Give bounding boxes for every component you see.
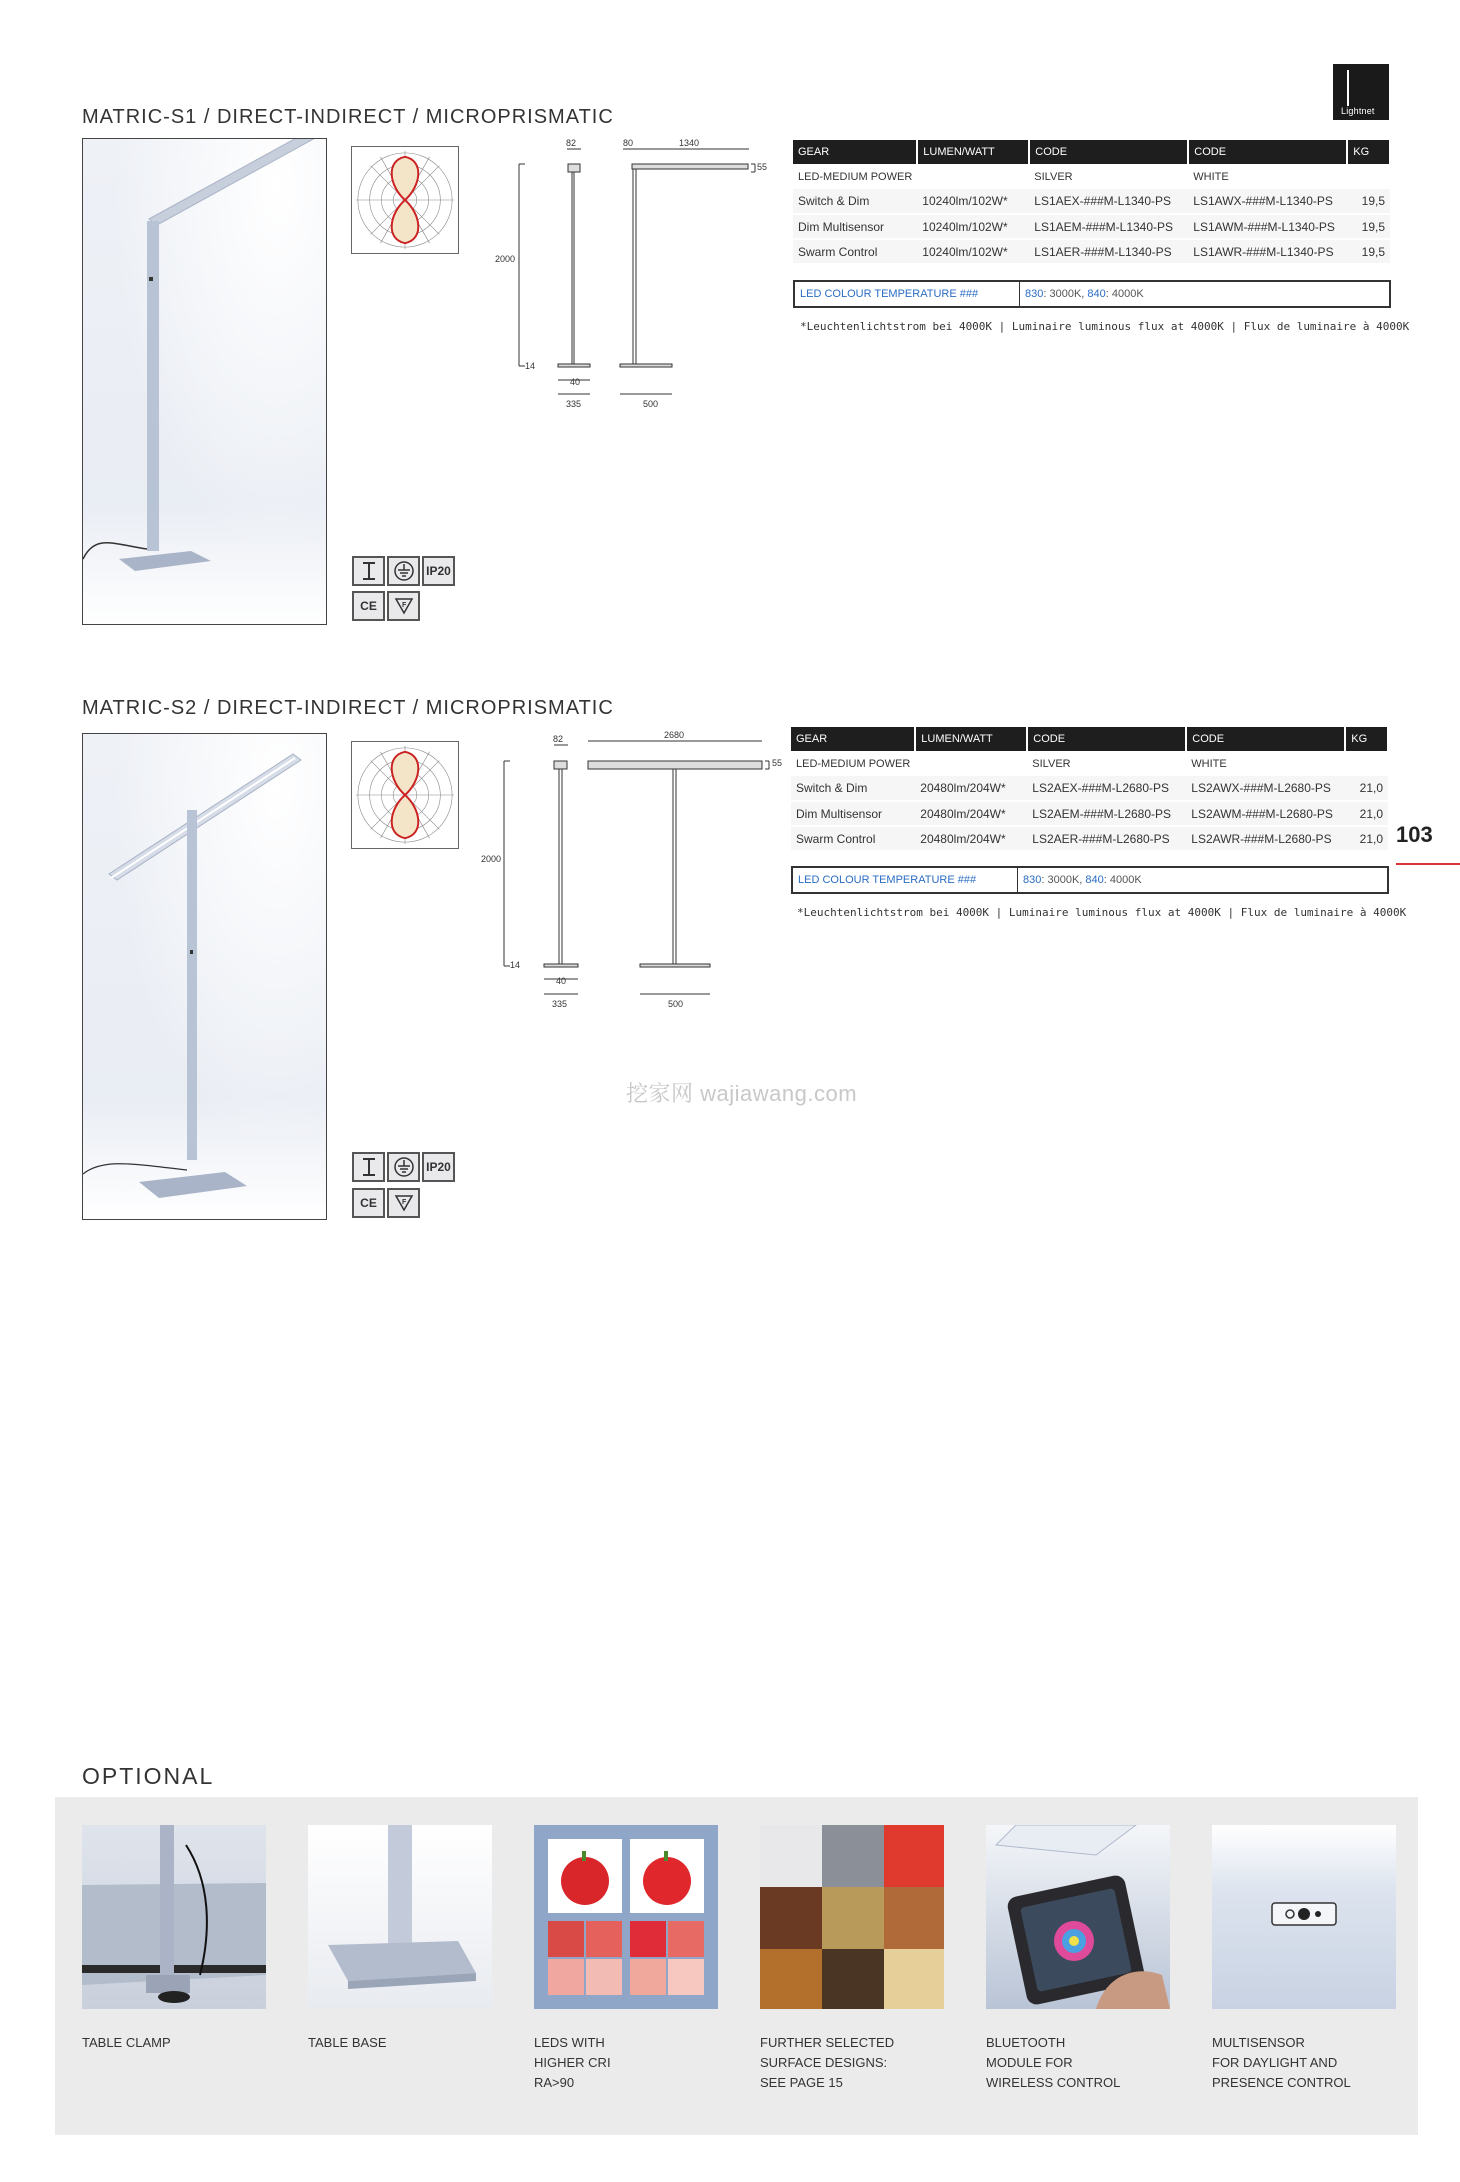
dim-pole: 40 — [570, 377, 581, 387]
col-lumen: LUMEN/WATT — [915, 727, 1027, 751]
dim-base-width: 500 — [668, 999, 684, 1009]
product-2-photo — [82, 733, 327, 1220]
optional-item-table-clamp — [82, 1825, 266, 2053]
high-cri-image — [534, 1825, 718, 2009]
table-subheader: LED-MEDIUM POWER SILVER WHITE — [796, 757, 1227, 770]
col-kg: KG — [1345, 727, 1388, 751]
product-2-ip-rating: IP20 — [422, 1152, 455, 1182]
watermark: 挖家网 wajiawang.com — [626, 1081, 858, 1106]
product-1-dimension-drawing — [487, 136, 777, 416]
dim-length: 2680 — [664, 730, 685, 740]
optional-item-multisensor — [1212, 1825, 1396, 2093]
product-2-footnote: *Leuchtenlichtstrom bei 4000K | Luminaire luminous flux at 4000K | Flux de luminaire à 4000K — [797, 906, 1407, 919]
table-clamp-image — [82, 1825, 266, 2009]
table-row: Switch & Dim 20480lm/204W* LS2AEX-###M-L2680-PS LS2AWX-###M-L2680-PS 21,0 — [791, 776, 1388, 801]
page-number-divider — [1396, 863, 1460, 865]
dim-head-height: 55 — [772, 758, 783, 768]
dim-base-depth: 335 — [552, 999, 568, 1009]
dim-height: 2000 — [481, 854, 502, 864]
product-1-polar-diagram — [351, 146, 459, 254]
optional-panel — [55, 1797, 1418, 2135]
colour-temperature-label: LED COLOUR TEMPERATURE ### — [795, 282, 1020, 306]
colour-temperature-values: 830: 3000K, 840: 4000K — [1023, 874, 1142, 886]
product-1-earth-icon — [387, 556, 420, 586]
dim-head-width: 82 — [553, 734, 564, 744]
dim-head-height: 55 — [757, 162, 768, 172]
product-1-title: MATRIC-S1 / DIRECT-INDIRECT / MICROPRISMATIC — [82, 106, 614, 128]
floor-lamp-illustration — [83, 139, 327, 625]
optional-label: TABLE BASE — [308, 2035, 387, 2050]
optional-label: BLUETOOTH MODULE FOR WIRELESS CONTROL — [986, 2035, 1121, 2090]
product-2-colour-temperature — [791, 866, 1389, 894]
col-lumen: LUMEN/WATT — [917, 140, 1029, 164]
col-gear: GEAR — [791, 727, 915, 751]
colour-temperature-label: LED COLOUR TEMPERATURE ### — [793, 868, 1018, 892]
product-2-earth-icon — [387, 1152, 420, 1182]
optional-label: FURTHER SELECTED SURFACE DESIGNS: SEE PAGE 15 — [760, 2035, 895, 2090]
dim-height: 2000 — [495, 254, 516, 264]
optional-item-table-base — [308, 1825, 492, 2053]
dim-arm-offset: 80 — [623, 138, 634, 148]
table-row: Dim Multisensor 10240lm/102W* LS1AEM-###M-L1340-PS LS1AWM-###M-L1340-PS 19,5 — [793, 214, 1390, 239]
product-2-ce-mark: CE — [352, 1188, 385, 1218]
logo-text: Lightnet — [1341, 106, 1375, 116]
product-1-footnote: *Leuchtenlichtstrom bei 4000K | Luminaire luminous flux at 4000K | Flux de luminaire à 4000K — [800, 320, 1410, 333]
dim-base-depth: 335 — [566, 399, 582, 409]
dim-base-width: 500 — [643, 399, 659, 409]
product-2-title: MATRIC-S2 / DIRECT-INDIRECT / MICROPRISMATIC — [82, 697, 614, 719]
table-row: Switch & Dim 10240lm/102W* LS1AEX-###M-L1340-PS LS1AWX-###M-L1340-PS 19,5 — [793, 189, 1390, 214]
product-1-colour-temperature — [793, 280, 1391, 308]
product-1-photo — [82, 138, 327, 625]
floor-lamp-illustration — [83, 734, 327, 1220]
optional-item-high-cri-leds — [534, 1825, 718, 2093]
dim-base-thickness: 14 — [525, 361, 536, 371]
svg-text:F: F — [401, 602, 406, 609]
product-1-spec-table — [793, 140, 1391, 265]
product-2-polar-diagram — [351, 741, 459, 849]
col-kg: KG — [1347, 140, 1390, 164]
col-code-silver: CODE — [1027, 727, 1186, 751]
optional-label: TABLE CLAMP — [82, 2035, 171, 2050]
brand-logo — [1333, 64, 1389, 120]
table-row: Swarm Control 10240lm/102W* LS1AER-###M-L1340-PS LS1AWR-###M-L1340-PS 19,5 — [793, 239, 1390, 264]
bluetooth-module-image — [986, 1825, 1170, 2009]
product-2-spec-table — [791, 727, 1389, 852]
table-subheader: LED-MEDIUM POWER SILVER WHITE — [798, 170, 1229, 183]
product-1-ce-mark: CE — [352, 591, 385, 621]
dim-pole: 40 — [556, 976, 567, 986]
optional-label: LEDS WITH HIGHER CRI RA>90 — [534, 2035, 611, 2090]
col-code-silver: CODE — [1029, 140, 1188, 164]
multisensor-image — [1212, 1825, 1396, 2009]
table-header — [791, 727, 1388, 751]
table-row: Dim Multisensor 20480lm/204W* LS2AEM-###M-L2680-PS LS2AWM-###M-L2680-PS 21,0 — [791, 801, 1388, 826]
table-row: Swarm Control 20480lm/204W* LS2AER-###M-L2680-PS LS2AWR-###M-L2680-PS 21,0 — [791, 826, 1388, 851]
optional-item-surface-designs — [760, 1825, 944, 2093]
svg-text:F: F — [401, 1199, 406, 1206]
product-1-floor-lamp-icon — [352, 556, 385, 586]
table-base-image — [308, 1825, 492, 2009]
product-2-dimension-drawing — [470, 728, 790, 1018]
logo-bar — [1347, 70, 1349, 106]
product-2-f-mark-icon — [387, 1188, 420, 1218]
surface-designs-image — [760, 1825, 944, 2009]
optional-title: OPTIONAL — [82, 1763, 215, 1789]
colour-temperature-values: 830: 3000K, 840: 4000K — [1025, 288, 1144, 300]
optional-item-bluetooth-module — [986, 1825, 1170, 2093]
dim-base-thickness: 14 — [510, 960, 521, 970]
product-2-floor-lamp-icon — [352, 1152, 385, 1182]
table-header — [793, 140, 1390, 164]
col-gear: GEAR — [793, 140, 917, 164]
col-code-white: CODE — [1188, 140, 1347, 164]
product-1-f-mark-icon — [387, 591, 420, 621]
dim-length: 1340 — [679, 138, 700, 148]
col-code-white: CODE — [1186, 727, 1345, 751]
product-1-ip-rating: IP20 — [422, 556, 455, 586]
dim-head-width: 82 — [566, 138, 577, 148]
page-number: 103 — [1396, 822, 1433, 847]
optional-label: MULTISENSOR FOR DAYLIGHT AND PRESENCE CONTROL — [1212, 2035, 1351, 2090]
